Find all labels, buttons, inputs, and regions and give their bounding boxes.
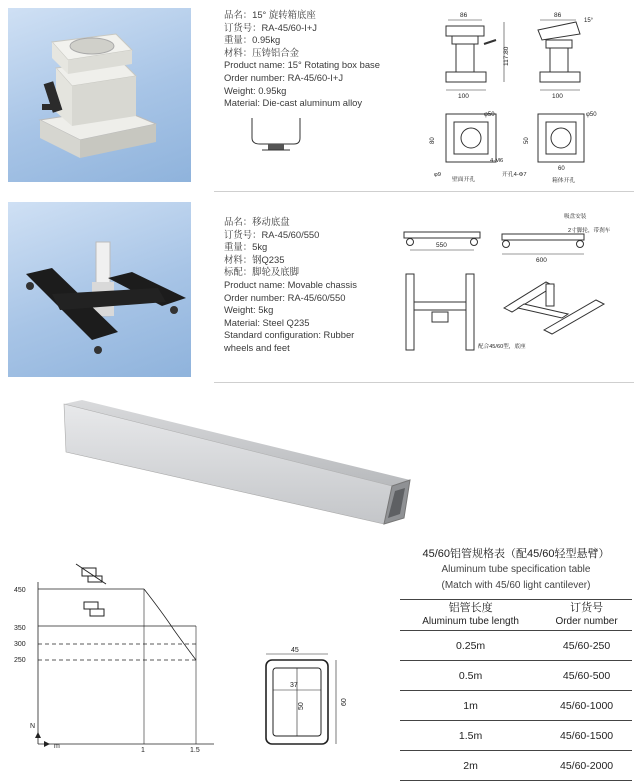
x-tick: 1.5 (190, 747, 200, 754)
dim-label: 86 (460, 12, 468, 19)
dim-label: 80 (430, 137, 436, 144)
dim-label: 600 (536, 257, 547, 264)
dim-label: 2寸脚轮，带刹车 (568, 228, 611, 234)
table-cell-length: 1m (400, 691, 541, 721)
product-photo-movable-chassis (8, 202, 191, 377)
load-curve (144, 589, 196, 660)
dim-label: φ50 (586, 112, 597, 118)
spec-line: Product name: 15° Rotating box base (224, 59, 380, 71)
dim-label: φ9 (434, 172, 441, 178)
spec-line: 材料：钢Q235 (224, 253, 285, 265)
spec-table (400, 599, 632, 781)
section-divider (214, 191, 634, 192)
rotating-base-mount-sketch (246, 118, 306, 158)
column-header-en: Aluminum tube length (422, 616, 519, 627)
dim-label: 45 (291, 647, 299, 654)
table-row (400, 751, 632, 781)
rotating-base-drawings (420, 4, 630, 186)
spec-table-block (396, 546, 636, 781)
table-cell-order: 45/60-2000 (541, 751, 632, 781)
table-cell-length: 2m (400, 751, 541, 781)
dim-label: 箱体开孔 (552, 178, 576, 184)
table-cell-order: 45/60-1500 (541, 721, 632, 751)
y-tick: 300 (14, 641, 26, 648)
spec-line: 品名：移动底盘 (224, 216, 290, 227)
axis-unit: m (54, 743, 60, 750)
spec-line: Product name: Movable chassis (224, 278, 357, 290)
table-header-row (400, 600, 632, 631)
dim-label: 配合45/60型，底座 (478, 344, 526, 350)
dim-label: 壁面开孔 (452, 177, 476, 183)
dim-label: φ50 (484, 112, 495, 118)
tube-cross-section (256, 644, 352, 748)
spec-line: Weight: 5kg (224, 304, 274, 316)
product-photo-rotating-base (8, 8, 191, 182)
dim-label: 86 (554, 12, 562, 19)
spec-line: 材料：压铸铝合金 (224, 46, 300, 58)
table-cell-order: 45/60-1000 (541, 691, 632, 721)
spec-line: Order number: RA-45/60/550 (224, 291, 346, 303)
column-header (400, 600, 541, 631)
spec-table-subtitle: (Match with 45/60 light cantilever) (441, 580, 591, 591)
spec-table-subtitle: Aluminum tube specification table (441, 564, 591, 575)
dim-label: 50 (524, 137, 530, 144)
spec-line: 标配：脚轮及底脚 (224, 266, 300, 278)
spec-line: Material: Die-cast aluminum alloy (224, 97, 363, 109)
chassis-illustration (8, 202, 191, 377)
table-cell-length: 0.25m (400, 631, 541, 661)
axis-unit: N (30, 723, 36, 730)
dim-label: 117.80 (503, 46, 510, 66)
spec-line: wheels and feet (224, 341, 290, 353)
product-1-specs (224, 9, 380, 110)
dim-label: 100 (458, 93, 469, 100)
dim-label: 37 (290, 682, 298, 689)
dim-label: 50 (298, 702, 305, 710)
dim-label: 60 (341, 698, 348, 706)
rotating-base-illustration (8, 8, 191, 182)
dim-label: 4-M6 (490, 158, 504, 164)
spec-line: Order number: RA-45/60-I+J (224, 71, 344, 83)
spec-line: Weight: 0.95kg (224, 84, 287, 96)
cantilever-icon (84, 602, 104, 616)
table-row (400, 661, 632, 691)
table-row (400, 631, 632, 661)
product-2-specs (224, 216, 357, 355)
spec-line: 订货号：RA-45/60-I+J (224, 21, 317, 33)
y-tick: 450 (14, 587, 26, 594)
dim-label: 60 (558, 166, 565, 172)
table-cell-order: 45/60-500 (541, 661, 632, 691)
y-tick: 250 (14, 657, 26, 664)
spec-line: 重量：5kg (224, 241, 268, 253)
y-tick: 350 (14, 625, 26, 632)
aluminum-tube-illustration (62, 398, 414, 534)
spec-table-title: 45/60铝管规格表（配45/60轻型悬臂） (422, 548, 610, 560)
dim-label: 100 (552, 93, 563, 100)
dim-label: 15° (584, 18, 594, 24)
column-header (541, 600, 632, 631)
spec-line: 重量：0.95kg (224, 34, 281, 46)
chassis-drawings (396, 204, 618, 360)
dim-label: 550 (436, 242, 447, 249)
table-cell-order: 45/60-250 (541, 631, 632, 661)
table-row (400, 721, 632, 751)
column-header-en: Order number (555, 616, 618, 627)
dim-label: 吸盘安装 (564, 214, 587, 220)
cantilever-crossed-icon (76, 564, 106, 584)
column-header-cn: 铝管长度 (448, 602, 493, 614)
spec-line: 品名：15° 旋转箱底座 (224, 9, 316, 20)
section-divider (214, 382, 634, 383)
spec-line: Material: Steel Q235 (224, 316, 310, 328)
load-chart (2, 560, 224, 754)
spec-line: Standard configuration: Rubber (224, 329, 355, 341)
column-header-cn: 订货号 (570, 602, 604, 614)
table-cell-length: 1.5m (400, 721, 541, 751)
x-tick: 1 (141, 747, 145, 754)
table-cell-length: 0.5m (400, 661, 541, 691)
dim-label: 开孔4-Φ7 (502, 172, 527, 178)
spec-line: 订货号：RA-45/60/550 (224, 228, 320, 240)
table-row (400, 691, 632, 721)
